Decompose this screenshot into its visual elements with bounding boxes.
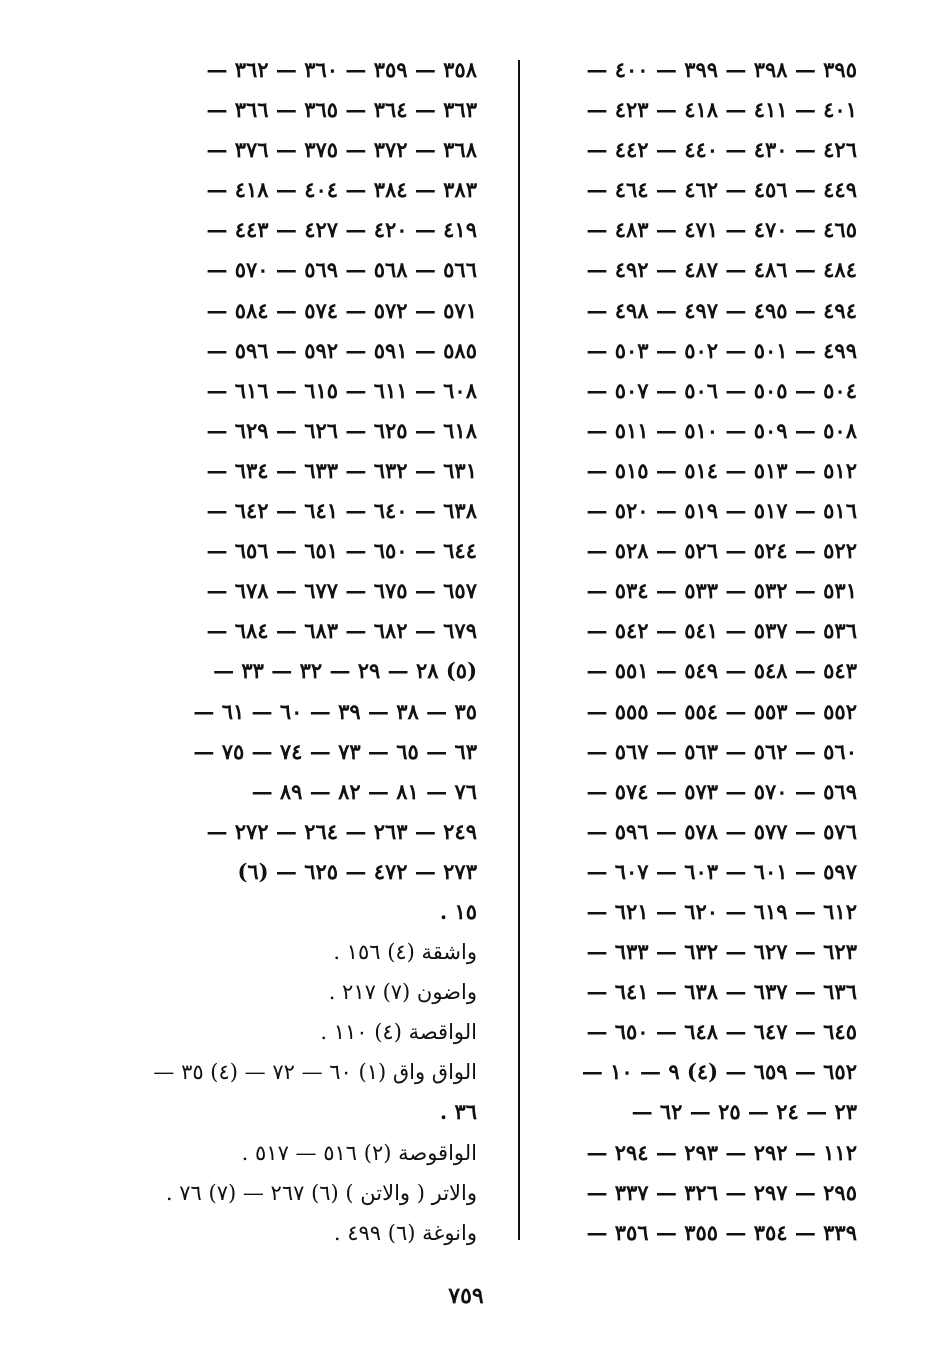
index-line: ٤٨٤ — ٤٨٦ — ٤٨٧ — ٤٩٢ —	[586, 257, 857, 283]
index-line: ٤٢٦ — ٤٣٠ — ٤٤٠ — ٤٤٢ —	[586, 137, 857, 163]
index-line: ٥٨٥ — ٥٩١ — ٥٩٢ — ٥٩٦ —	[206, 337, 477, 363]
index-line: ٧٦ — ٨١ — ٨٢ — ٨٩ —	[251, 778, 477, 804]
index-line: ٣٩٥ — ٣٩٨ — ٣٩٩ — ٤٠٠ —	[586, 57, 857, 82]
index-line: والاتر ( والاتن ) (٦) ٢٦٧ — (٧) ٧٦ .	[165, 1180, 477, 1205]
index-line: ٥٣٦ — ٥٣٧ — ٥٤١ — ٥٤٢ —	[586, 618, 857, 644]
index-line: ٥٠٨ — ٥٠٩ — ٥١٠ — ٥١١ —	[586, 417, 857, 443]
index-line: ٥٢٢ — ٥٢٤ — ٥٢٦ — ٥٢٨ —	[586, 538, 857, 564]
index-line: ٤٩٩ — ٥٠١ — ٥٠٢ — ٥٠٣ —	[586, 337, 857, 363]
index-line: ٥١٦ — ٥١٧ — ٥١٩ — ٥٢٠ —	[586, 498, 857, 524]
index-line: ١٥ .	[439, 898, 477, 924]
index-line: ٣٥ — ٣٨ — ٣٩ — ٦٠ — ٦١ —	[193, 698, 477, 724]
index-line: ٤١٩ — ٤٢٠ — ٤٢٧ — ٤٤٣ —	[206, 217, 477, 243]
index-line: ٦٣٦ — ٦٣٧ — ٦٣٨ — ٦٤١ —	[586, 979, 857, 1005]
index-line: ٤٩٤ — ٤٩٥ — ٤٩٧ — ٤٩٨ —	[586, 297, 857, 323]
index-line: ٥٧٦ — ٥٧٧ — ٥٧٨ — ٥٩٦ —	[586, 818, 857, 844]
index-line: ٣٣٩ — ٣٥٤ — ٣٥٥ — ٣٥٦ —	[586, 1219, 857, 1245]
index-line: ٢٤٩ — ٢٦٣ — ٢٦٤ — ٢٧٢ —	[206, 818, 477, 844]
index-line: ٢٣ — ٢٤ — ٢٥ — ٦٢ —	[631, 1099, 857, 1125]
column-divider	[518, 60, 520, 1240]
index-line: ٦١٢ — ٦١٩ — ٦٢٠ — ٦٢١ —	[586, 898, 857, 924]
index-line: ٥٦٩ — ٥٧٠ — ٥٧٣ — ٥٧٤ —	[586, 778, 857, 804]
index-line: ٤٠١ — ٤١١ — ٤١٨ — ٤٢٣ —	[586, 97, 857, 123]
index-line: ٦٤٥ — ٦٤٧ — ٦٤٨ — ٦٥٠ —	[586, 1019, 857, 1045]
index-line: ٥١٢ — ٥١٣ — ٥١٤ — ٥١٥ —	[586, 457, 857, 483]
index-line: ٣٨٣ — ٣٨٤ — ٤٠٤ — ٤١٨ —	[206, 177, 477, 203]
index-line: ٥٠٤ — ٥٠٥ — ٥٠٦ — ٥٠٧ —	[586, 377, 857, 403]
index-line: الواقصة (٤) ١١٠ .	[320, 1020, 477, 1045]
index-line: ٥٩٧ — ٦٠١ — ٦٠٣ — ٦٠٧ —	[586, 858, 857, 884]
index-line: ٦١٨ — ٦٢٥ — ٦٢٦ — ٦٢٩ —	[206, 417, 477, 443]
index-line: ٢٩٥ — ٢٩٧ — ٣٢٦ — ٣٣٧ —	[586, 1179, 857, 1205]
index-line: الواقوصة (٢) ٥١٦ — ٥١٧ .	[241, 1140, 477, 1165]
index-line: ٥٤٣ — ٥٤٨ — ٥٤٩ — ٥٥١ —	[586, 658, 857, 684]
index-line: ٦٥٢ — ٦٥٩ — (٤) ٩ — ١٠ —	[581, 1059, 857, 1085]
index-line: ٥٧١ — ٥٧٢ — ٥٧٤ — ٥٨٤ —	[206, 297, 477, 323]
index-line: ٣٦٣ — ٣٦٤ — ٣٦٥ — ٣٦٦ —	[206, 97, 477, 123]
index-line: ٥٦٠ — ٥٦٢ — ٥٦٣ — ٥٦٧ —	[586, 738, 857, 764]
index-line: (٥) ٢٨ — ٢٩ — ٣٢ — ٣٣ —	[213, 658, 477, 684]
index-line: ٣٦٨ — ٣٧٢ — ٣٧٥ — ٣٧٦ —	[206, 137, 477, 163]
index-line: ٦٣٨ — ٦٤٠ — ٦٤١ — ٦٤٢ —	[206, 498, 477, 524]
index-line: ١١٢ — ٢٩٢ — ٢٩٣ — ٢٩٤ —	[586, 1139, 857, 1165]
index-line: ٦٠٨ — ٦١١ — ٦١٥ — ٦١٦ —	[206, 377, 477, 403]
index-line: ٦٧٩ — ٦٨٢ — ٦٨٣ — ٦٨٤ —	[206, 618, 477, 644]
index-line: ٥٣١ — ٥٣٢ — ٥٣٣ — ٥٣٤ —	[586, 578, 857, 604]
index-column-left	[132, 50, 477, 1253]
index-line: واشقة (٤) ١٥٦ .	[333, 940, 477, 965]
index-line: واضون (٧) ٢١٧ .	[328, 980, 477, 1005]
index-line: ٦٥٧ — ٦٧٥ — ٦٧٧ — ٦٧٨ —	[206, 578, 477, 604]
index-line: ٤٤٩ — ٤٥٦ — ٤٦٢ — ٤٦٤ —	[586, 177, 857, 203]
index-line: ٣٦ .	[439, 1099, 477, 1125]
index-line: ٤٦٥ — ٤٧٠ — ٤٧١ — ٤٨٣ —	[586, 217, 857, 243]
index-line: ٣٥٨ — ٣٥٩ — ٣٦٠ — ٣٦٢ —	[206, 57, 477, 82]
page-number: ٧٥٩	[448, 1283, 484, 1309]
index-line: ٦٤٤ — ٦٥٠ — ٦٥١ — ٦٥٦ —	[206, 538, 477, 564]
index-line: ٦٣١ — ٦٣٢ — ٦٣٣ — ٦٣٤ —	[206, 457, 477, 483]
index-line: وانوغة (٦) ٤٩٩ .	[333, 1220, 477, 1245]
index-line: ٢٧٣ — ٤٧٢ — ٦٢٥ — (٦)	[237, 858, 477, 884]
index-column-right	[477, 50, 857, 1253]
index-line: ٦٢٣ — ٦٢٧ — ٦٣٢ — ٦٣٣ —	[586, 939, 857, 965]
index-line: ٦٣ — ٦٥ — ٧٣ — ٧٤ — ٧٥ —	[193, 738, 477, 764]
index-line: ٥٦٦ — ٥٦٨ — ٥٦٩ — ٥٧٠ —	[206, 257, 477, 283]
index-line: ٥٥٢ — ٥٥٣ — ٥٥٤ — ٥٥٥ —	[586, 698, 857, 724]
index-line: الواق واق (١) ٦٠ — ٧٢ — (٤) ٣٥ —	[153, 1060, 477, 1085]
